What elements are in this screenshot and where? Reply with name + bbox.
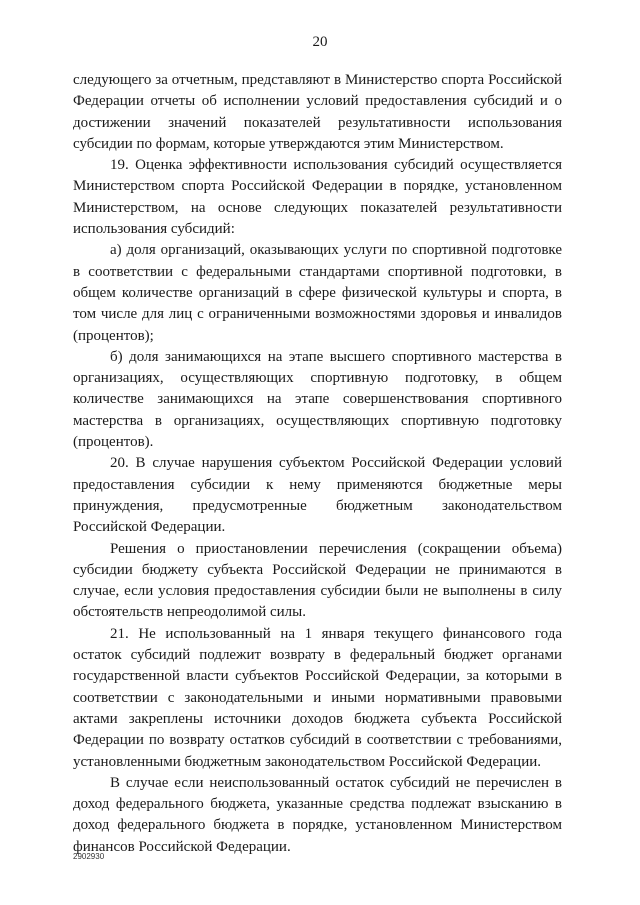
paragraph-suspension-decisions: Решения о приостановлении перечисления (сокращении объема) субсидии бюджету субъекта Российской Федерации не принимаются в случае, если условия предоставления субсидии были не выполнены в силу обстоятельств непреодолимой силы. xyxy=(73,540,562,621)
paragraph-21-unused-balance: 21. Не использованный на 1 января текущего финансового года остаток субсидий подлежит возврату в федеральный бюджет органами государственной власти субъектов Российской Федерации, за которыми в соответствии с законодательными и иными нормативными правовыми актами закреплены источники доходов бюджета субъекта Российской Федерации по возврату остатков субсидий в соответствии с требованиями, установленными бюджетным законодательством Российской Федерации. xyxy=(73,625,562,770)
paragraph-19-efficiency-assessment: 19. Оценка эффективности использования субсидий осуществляется Министерством спорта Российской Федерации в порядке, установленном Министерством, на основе следующих показателей результативности использования субсидий: xyxy=(73,157,562,238)
document-body xyxy=(73,70,562,858)
paragraph-report-forms: следующего за отчетным, представляют в Министерство спорта Российской Федерации отчеты об исполнении условий предоставления субсидий и о достижении значений показателей результативности использования субсидии по формам, которые утверждаются этим Министерством. xyxy=(73,72,562,152)
paragraph-indicator-b: б) доля занимающихся на этапе высшего спортивного мастерства в организациях, осуществляющих спортивную подготовку, в общем количестве занимающихся на этапе совершенствования спортивного мастерства в организациях, осуществляющих спортивную подготовку (процентов). xyxy=(73,348,562,451)
paragraph-20-violations: 20. В случае нарушения субъектом Российской Федерации условий предоставления субсидии к нему применяются бюджетные меры принуждения, предусмотренные бюджетным законодательством Российской Федерации. xyxy=(73,455,562,536)
paragraph-indicator-a: а) доля организаций, оказывающих услуги по спортивной подготовке в соответствии с федеральными стандартами спортивной подготовки, в общем количестве организаций в сфере физической культуры и спорта, в том числе для лиц с ограниченными возможностями здоровья и инвалидов (процентов); xyxy=(73,242,562,344)
page-number: 20 xyxy=(312,34,328,50)
document-code: 2902930 xyxy=(73,852,105,861)
paragraph-recovery: В случае если неиспользованный остаток субсидий не перечислен в доход федерального бюджета, указанные средства подлежат взысканию в доход федерального бюджета в порядке, установленном Министерством финансов Российской Федерации. xyxy=(73,774,562,855)
